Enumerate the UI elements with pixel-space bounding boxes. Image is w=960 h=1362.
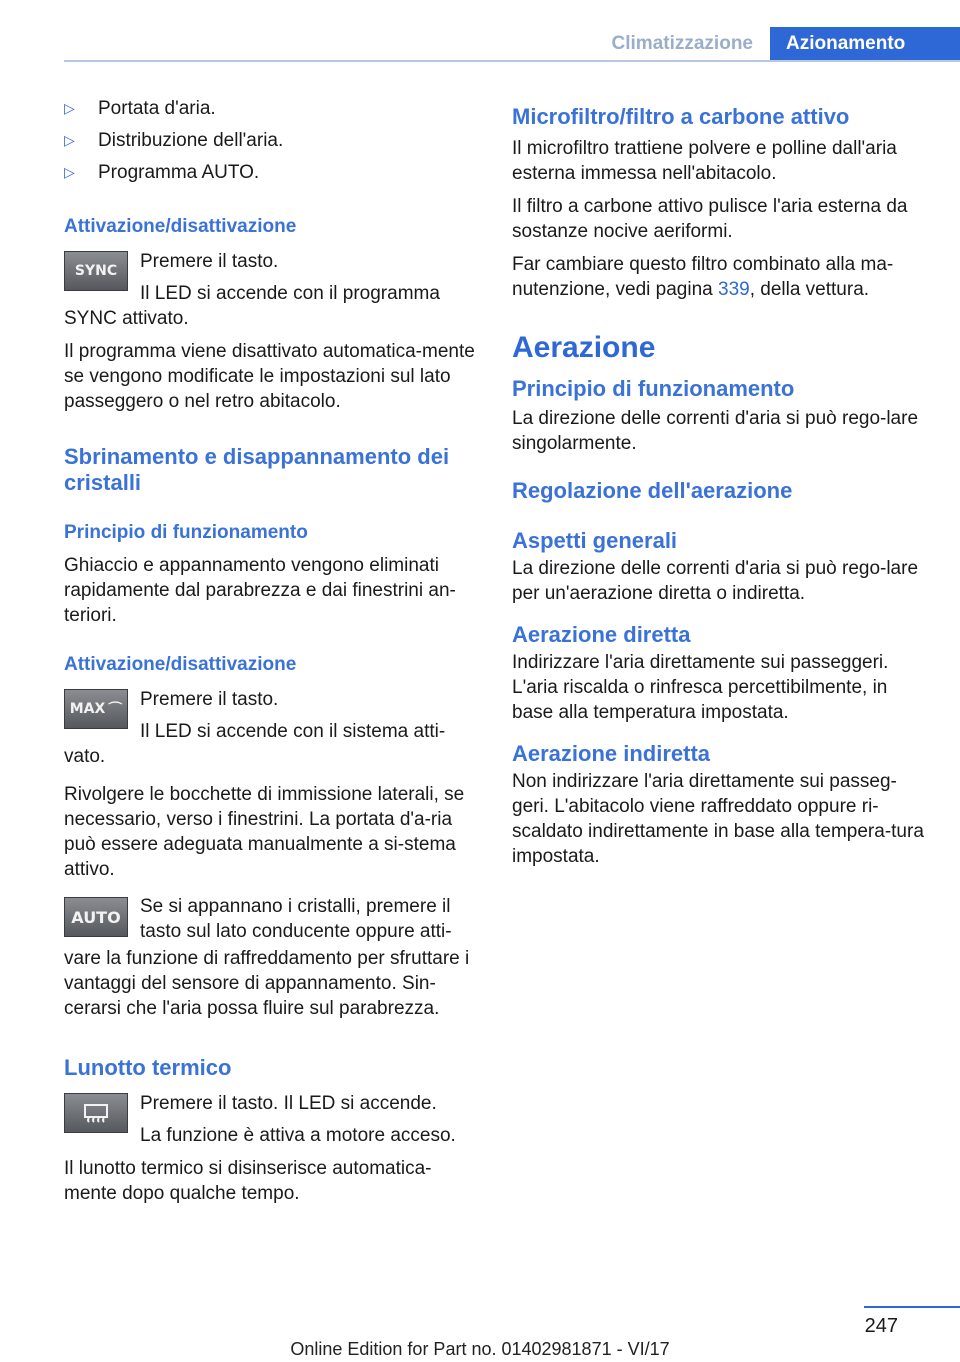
section-heading: Lunotto termico — [64, 1055, 232, 1080]
paragraph: Il filtro a carbone attivo pulisce l'aria esterna da sostanze nocive aeriformi. — [512, 196, 908, 242]
chapter-title: Aerazione — [512, 331, 656, 364]
text-line: Il LED si accende con il programma — [140, 283, 440, 304]
tab-azionamento[interactable]: Azionamento — [770, 27, 960, 61]
subsection-heading: Aerazione diretta — [512, 622, 691, 647]
triangle-bullet-icon: ▷ — [64, 100, 75, 116]
section-heading: Microfiltro/filtro a carbone attivo — [512, 104, 850, 129]
max-defrost-button-icon: MAX ⌒ — [64, 689, 128, 729]
footer-text: Online Edition for Part no. 01402981871 - VI/17 — [290, 1339, 670, 1359]
subsection-heading: Aspetti generali — [512, 528, 678, 553]
triangle-bullet-icon: ▷ — [64, 164, 75, 180]
page-number-rule — [864, 1306, 960, 1308]
text-line: Premere il tasto. — [140, 689, 279, 710]
text-line: Premere il tasto. — [140, 251, 279, 272]
subsection-heading: Aerazione indiretta — [512, 741, 711, 766]
list-item: ▷ Portata d'aria. — [64, 98, 216, 119]
triangle-bullet-icon: ▷ — [64, 132, 75, 148]
auto-button-icon: AUTO — [64, 897, 128, 937]
text-line: Se si appannano i cristalli, premere il — [140, 896, 451, 917]
paragraph: Il microfiltro trattiene polvere e polline dall'aria esterna immessa nell'abitacolo. — [512, 138, 897, 184]
page-number: 247 — [864, 1315, 898, 1337]
tab-climatizzazione[interactable]: Climatizzazione — [611, 33, 753, 54]
section-heading: Sbrinamento e disappannamento dei cristalli — [64, 444, 450, 495]
bullet-list — [64, 96, 480, 192]
paragraph: Il lunotto termico si disinserisce automatica-mente dopo qualche tempo. — [64, 1158, 432, 1204]
paragraph: Indirizzare l'aria direttamente sui passeggeri. L'aria riscalda o rinfresca percettibilmente, in base alla temperatura impostata. — [512, 652, 889, 723]
text-line: Il LED si accende con il sistema atti- — [140, 721, 446, 742]
paragraph: Non indirizzare l'aria direttamente sui passeg-geri. L'abitacolo viene raffreddato oppure ri-scaldato indirettamente in base alla tempera-tura impostata. — [512, 771, 924, 867]
right-column — [512, 104, 928, 869]
paragraph: La direzione delle correnti d'aria si può rego-lare singolarmente. — [512, 408, 919, 454]
left-column — [64, 96, 480, 1206]
text-line: La funzione è attiva a motore acceso. — [140, 1125, 456, 1146]
text-line: Premere il tasto. Il LED si accende. — [140, 1093, 437, 1114]
text-line: vato. — [64, 746, 106, 767]
subsection-heading: Principio di funzionamento — [64, 522, 308, 543]
paragraph: Ghiaccio e appannamento vengono eliminati rapidamente dal parabrezza e dai finestrini an-teriori. — [64, 555, 456, 626]
page-link[interactable]: 339 — [718, 279, 750, 300]
paragraph: vare la funzione di raffreddamento per sfruttare i vantaggi del sensore di appannamento. Sin-cerarsi che l'aria possa fluire sul parabrezza. — [64, 948, 470, 1019]
list-item: ▷ Programma AUTO. — [64, 162, 260, 183]
sync-button-icon: SYNC — [64, 251, 128, 291]
text-line: SYNC attivato. — [64, 308, 189, 329]
text-line: tasto sul lato conducente oppure atti- — [140, 921, 452, 942]
paragraph: Il programma viene disattivato automatica-mente se vengono modificate le impostazioni sul lato passeggero o nel retro abitacolo. — [64, 341, 475, 412]
header-tabs — [595, 27, 960, 61]
section-heading: Attivazione/disattivazione — [64, 216, 297, 237]
paragraph: La direzione delle correnti d'aria si può rego-lare per un'aerazione diretta o indiretta. — [512, 558, 919, 604]
section-heading: Regolazione dell'aerazione — [512, 478, 793, 503]
paragraph: Rivolgere le bocchette di immissione laterali, se necessario, verso i finestrini. La portata d'a-ria può essere adeguata manualmente a si-stema attivo. — [64, 784, 465, 880]
list-item: ▷ Distribuzione dell'aria. — [64, 130, 284, 151]
rear-window-heater-button-icon — [64, 1093, 128, 1133]
section-heading: Attivazione/disattivazione — [64, 654, 297, 675]
rear-defrost-icon — [81, 1102, 111, 1124]
section-heading: Principio di funzionamento — [512, 376, 795, 401]
header-rule — [64, 60, 960, 62]
paragraph: Far cambiare questo filtro combinato alla ma-nutenzione, vedi pagina 339, della vettura. — [512, 254, 894, 300]
